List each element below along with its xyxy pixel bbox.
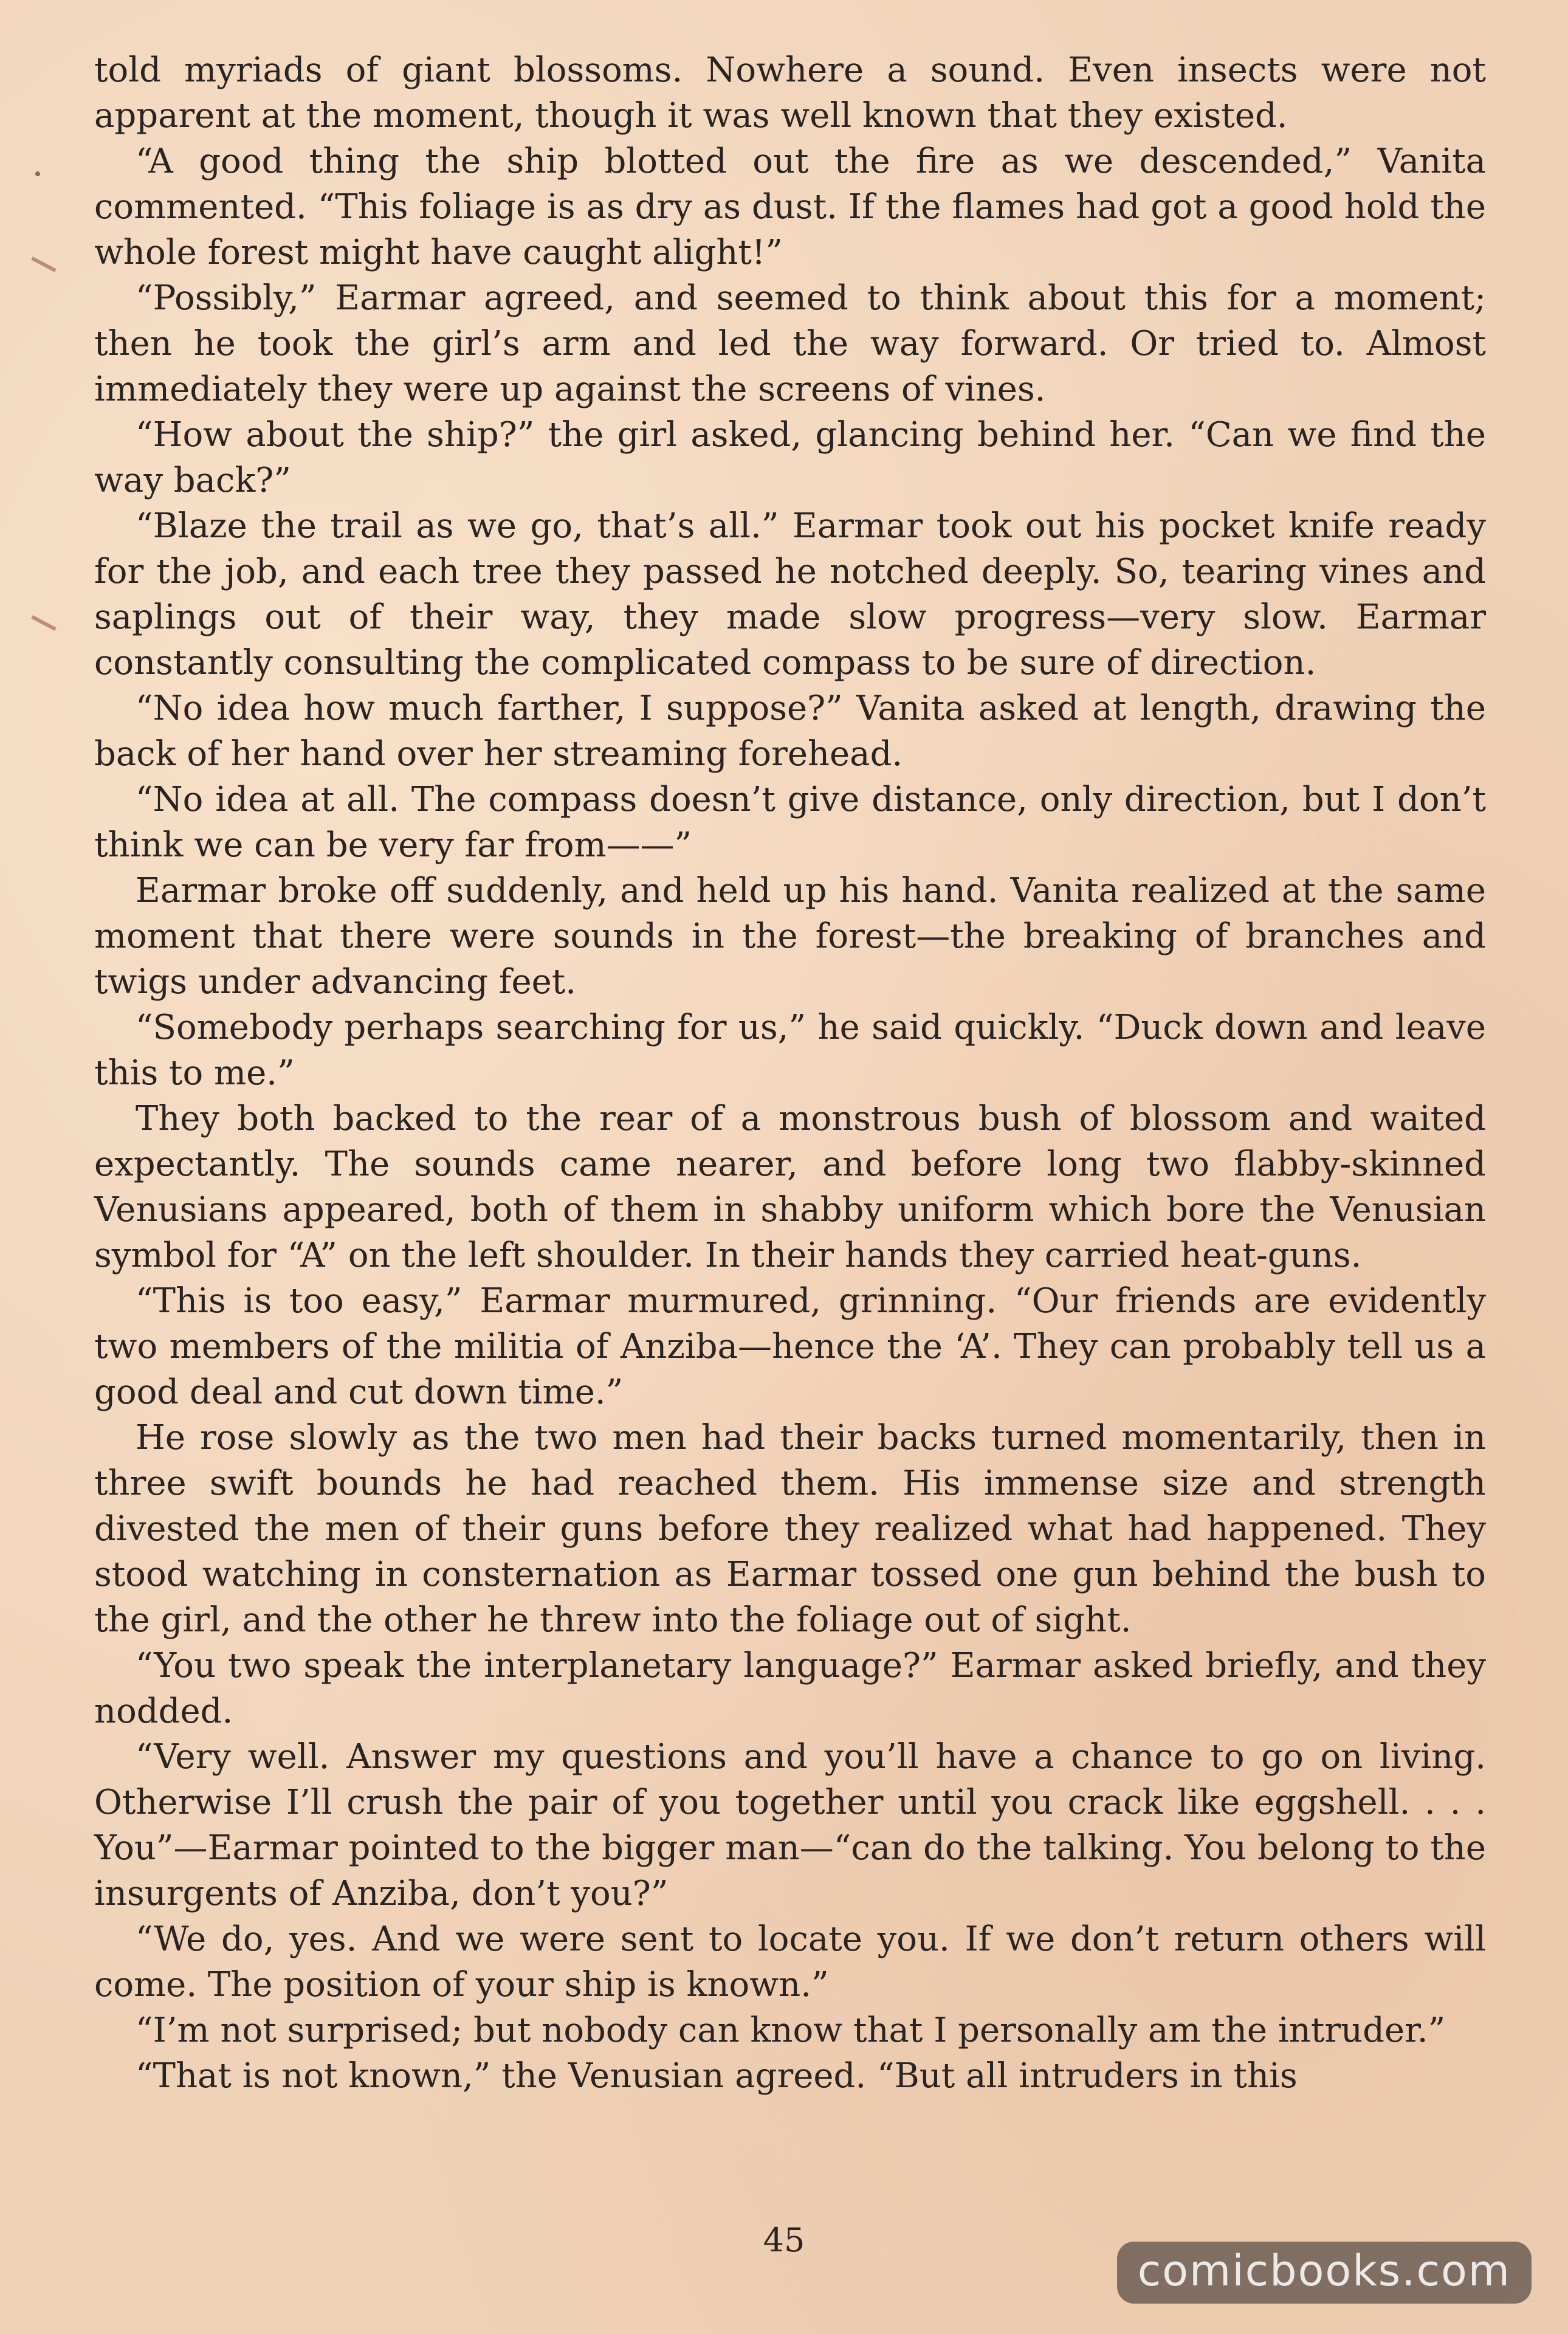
paragraph: “No idea how much farther, I suppose?” Vanita asked at length, drawing the back of her hand over her streaming forehead.: [94, 689, 1486, 774]
paragraph: He rose slowly as the two men had their backs turned momentarily, then in three swift bounds he had reached them. His immense size and strength divested the men of their guns before they realized what had happened. They stood watching in consternation as Earmar tossed one gun behind the bush to the girl, and the other he threw into the foliage out of sight.: [94, 1418, 1486, 1640]
paragraph: “Very well. Answer my questions and you’ll have a chance to go on living. Otherwise I’ll crush the pair of you together until you crack like eggshell. . . . You”—Earmar pointed to the bigger man—“can do the talking. You belong to the insurgents of Anziba, don’t you?”: [94, 1737, 1486, 1913]
paragraph: “How about the ship?” the girl asked, glancing behind her. “Can we find the way back?”: [94, 415, 1486, 500]
paragraph: “I’m not surprised; but nobody can know that I personally am the intruder.”: [136, 2011, 1446, 2050]
paragraph: “A good thing the ship blotted out the fire as we descended,” Vanita commented. “This foliage is as dry as dust. If the flames had got a good hold the whole forest might have caught alight!”: [94, 142, 1486, 272]
body-text: [94, 47, 1486, 2099]
paragraph: “Blaze the trail as we go, that’s all.” Earmar took out his pocket knife ready for the job, and each tree they passed he notched deeply. So, tearing vines and saplings out of their way, they made slow progress—very slow. Earmar constantly consulting the complicated compass to be sure of direction.: [94, 506, 1486, 683]
paragraph: “You two speak the interplanetary language?” Earmar asked briefly, and they nodded.: [94, 1646, 1486, 1731]
paragraph: told myriads of giant blossoms. Nowhere a sound. Even insects were not apparent at the moment, though it was well known that they existed.: [94, 50, 1486, 136]
paragraph: They both backed to the rear of a monstrous bush of blossom and waited expectantly. The sounds came nearer, and before long two flabby-skinned Venusians appeared, both of them in shabby uniform which bore the Venusian symbol for “A” on the left shoulder. In their hands they carried heat-guns.: [94, 1099, 1486, 1275]
margin-tick-mark: [31, 256, 57, 272]
page-number: 45: [763, 2221, 805, 2259]
paragraph: “Somebody perhaps searching for us,” he said quickly. “Duck down and leave this to me.”: [94, 1008, 1486, 1093]
paragraph: Earmar broke off suddenly, and held up his hand. Vanita realized at the same moment that there were sounds in the forest—the breaking of branches and twigs under advancing feet.: [94, 871, 1486, 1002]
paper-speck: [35, 171, 40, 176]
margin-tick-mark: [31, 615, 57, 631]
paragraph: “This is too easy,” Earmar murmured, grinning. “Our friends are evidently two members of the militia of Anziba—hence the ‘A’. They can probably tell us a good deal and cut down time.”: [94, 1281, 1486, 1412]
paragraph: “No idea at all. The compass doesn’t give distance, only direction, but I don’t think we can be very far from——”: [94, 780, 1486, 865]
paragraph: “We do, yes. And we were sent to locate you. If we don’t return others will come. The position of your ship is known.”: [94, 1919, 1486, 2005]
paragraph: “That is not known,” the Venusian agreed. “But all intruders in this: [136, 2056, 1298, 2096]
watermark-label: comicbooks.com: [1117, 2242, 1532, 2304]
paragraph: “Possibly,” Earmar agreed, and seemed to think about this for a moment; then he took the girl’s arm and led the way forward. Or tried to. Almost immediately they were up against the screens of vines.: [94, 278, 1486, 409]
